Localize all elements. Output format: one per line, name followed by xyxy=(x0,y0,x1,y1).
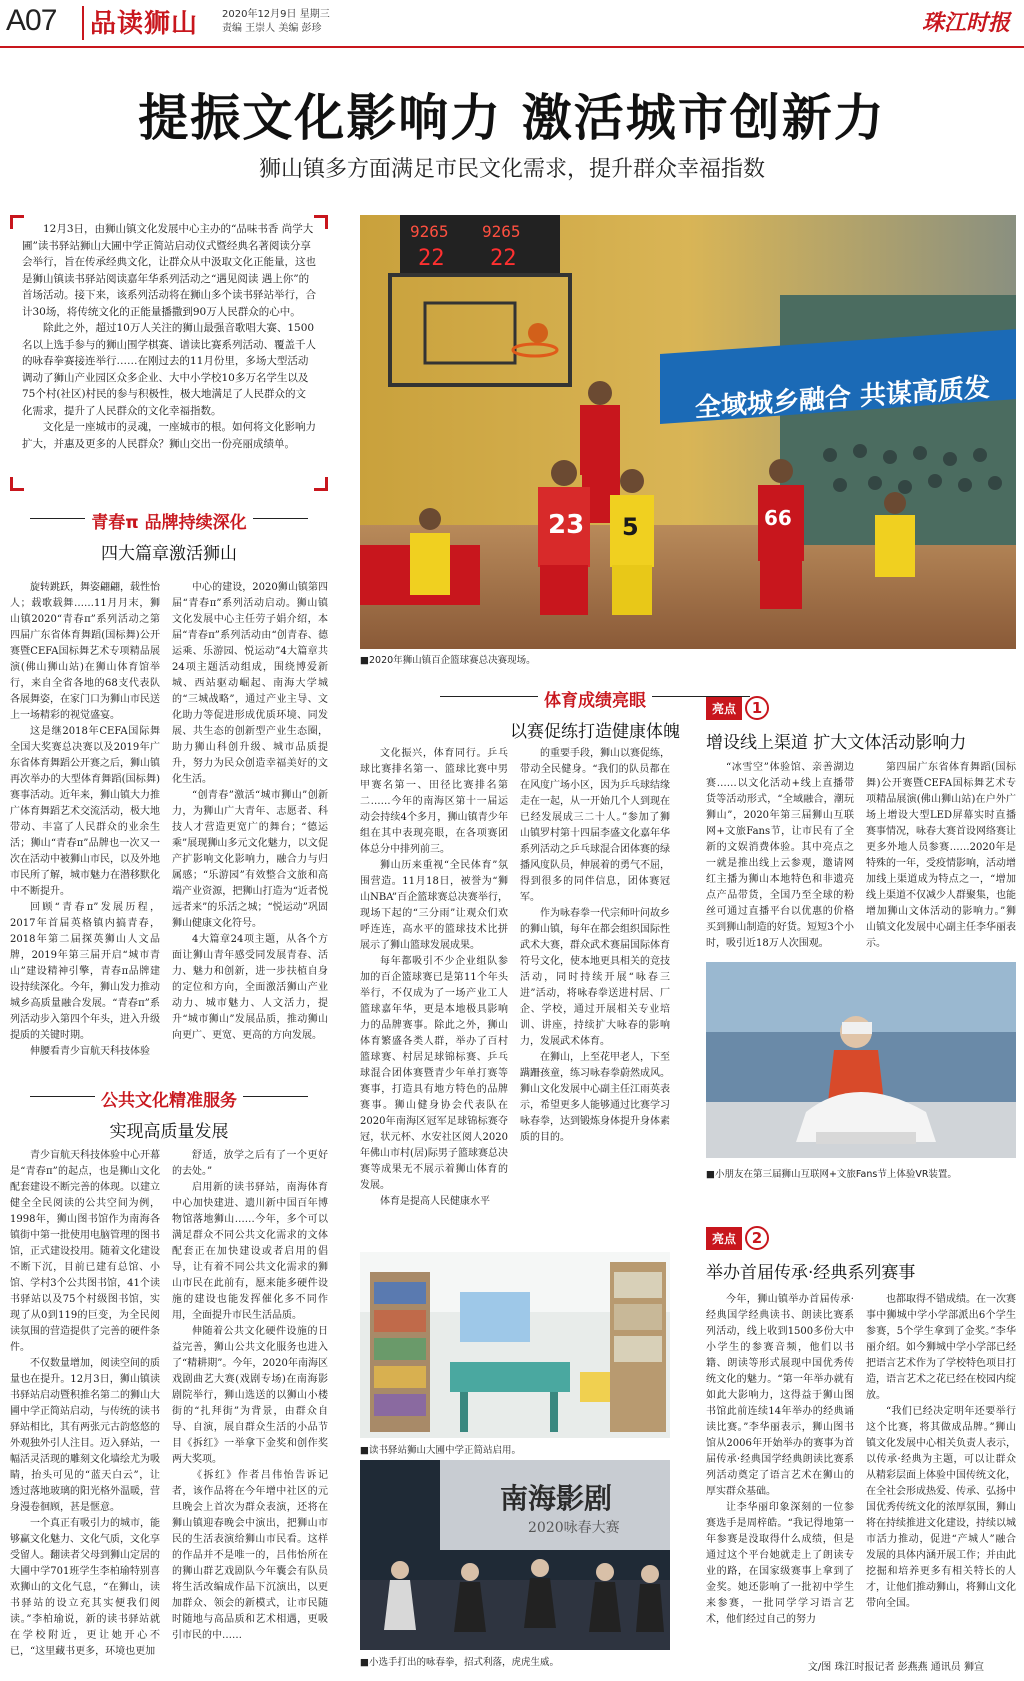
section-title: 体育成绩亮眼 xyxy=(538,686,652,711)
article-paragraph: 第四届广东省体育舞蹈(国标舞)公开赛暨CEFA国标舞艺术专项精品展演(佛山狮山站)在户外广场上增设大型LED屏幕实时直播赛事情况，咏春大赛首设网络赛让更多外地人员参赛……2020年是特殊的一年，受疫情影响，活动增加线上渠道成为特点之一，“增加线上渠道不仅减少人群聚集，也能增加狮山文体活动的影响力。”狮山镇文化发展中心副主任李华丽表示。 xyxy=(866,762,1016,948)
highlight-tag: 亮点 xyxy=(706,697,742,720)
article-paragraph: 也都取得不错成绩。在一次赛事中狮城中学小学部派出6个学生参赛，5个学生拿到了金奖。”李华丽介绍。如今狮城中学小学部已经把语言艺术作为了学校特色项目打造，语言艺术之花已经在校园内绽放。 xyxy=(866,1294,1016,1401)
article-paragraph: 青少盲航天科技体验中心开幕是“青春π”的起点，也是狮山文化配套建设不断完善的体现。以建立健全全民阅读的公共空间为例，1998年，狮山图书馆作为南海各镇街中第一批使用电脑管理的图书馆，正式建设投用。随着文化建设不断下沉，目前已建有总馆、小馆、学村3个公共图书馆，41个读书驿站以及75个村级图书馆，实现了从0到119的巨变，为全民阅读氛围的营造提供了完善的硬件条件。 xyxy=(10,1150,160,1353)
article-paragraph: 《拆红》作者吕伟怡告诉记者，该作品将在今年增中社区的元旦晚会上首次为群众表演，还将在狮山镇迎春晚会中演出，把狮山市民的生活表演给狮山市民看。这样的作品并不是唯一的，吕伟怡所在的狮山群艺戏剧队今年囊会有队员将生活改编成作品下沉演出，以更加群众、领会的新模式，让市民随时随地与高品质和艺术相遇，更吸引市民的中…… xyxy=(172,1470,328,1641)
section-subtitle: 以赛促练打造健康体魄 xyxy=(510,722,680,742)
lead-paragraph: 文化是一座城市的灵魂，一座城市的根。如何将文化影响力扩大，并惠及更多的人民群众？狮山交出一份亮丽成绩单。 xyxy=(22,421,316,450)
section-title: 青春π 品牌持续深化 xyxy=(85,508,252,533)
bookshelf xyxy=(370,1272,430,1432)
vr-headset xyxy=(842,1022,872,1034)
masthead-divider xyxy=(82,6,84,40)
article-paragraph: 旋转跳跃，舞姿翩翩，载性怡人；载歌载舞……11月月末，狮山镇2020“青春π”系列活动之第四届广东省体育舞蹈(国标舞)公开赛暨CEFA国标舞艺术专项精品展演(佛山狮山站)在狮山体育馆举行，来自全省各地的68支代表队各展舞姿，在家门口为狮山市民送上一场精彩的视觉盛宴。 xyxy=(10,582,160,721)
highlight-badge xyxy=(706,696,769,718)
article-paragraph: 伸随着公共文化硬件设施的日益完善，狮山公共文化服务也进入了“精耕期”。今年，2020年南海区戏剧曲艺大赛(戏剧专场)在南海影剧院举行，狮山选送的以狮山小楼街的“扎拜街”为背景，由群众自导、自演，展自群众生活的小品节目《拆红》一举拿下金奖和创作奖两大奖项。 xyxy=(172,1326,328,1465)
banner-text: 全域城乡融合 共谋高质发 xyxy=(695,372,990,424)
library-photo xyxy=(360,1252,670,1438)
article-paragraph: 舒适，放学之后有了一个更好的去处。” xyxy=(172,1150,328,1177)
article-paragraph: “创青春”激活“城市狮山”创新力，为狮山广大青年、志愿者、科技人才营造更宽广的舞台；“德运乘”展现狮山多元文化魅力，以文促产扩影响文化影响力，融合力与归属感；“乐游园”有效整合文旅和高端产业资源，把狮山打造为“近者悦远者来”的乐活之城；“悦运动”巩固狮山健康文化符号。 xyxy=(172,790,328,929)
section-title: 公共文化精准服务 xyxy=(95,1086,243,1111)
masthead-meta xyxy=(222,8,330,36)
article-paragraph: 的重要手段，狮山以赛促练，带动全民健身。“我们的队员都在在风度广场小区，因为乒乓球结缘走在一起，从一开始几个人到现在已经发展成三二十人。”参加了狮山镇罗村第十四届李盛文化嘉年华系列活动之乒乓球混合团体赛的绿播风度队员，伸展着的勇气不屈，得到很多的同伴信息，团体赛冠军。 xyxy=(520,748,670,903)
masthead xyxy=(0,0,1024,48)
section-subtitle: 实现高质量发展 xyxy=(109,1122,229,1142)
article-paragraph: 文化振兴，体育同行。乒乓球比赛排名第一、篮球比赛中男甲赛名第一、田径比赛排名第二……今年的南海区第十一届运动会持续4个多月，狮山镇青少年组在其中表现亮眼，在各项赛团体总分中排列前三。 xyxy=(360,748,508,855)
highlight-title: 举办首届传承·经典系列赛事 xyxy=(706,1263,916,1283)
article-paragraph: 启用新的读书驿站，南海体育中心加快建进、遗川新中国百年博物馆落地狮山……今年，多个可以满足群众不同公共文化需求的文体配套正在加快建设或者启用的倡导，让有着不同公共文化需求的狮山市民在此前有，愿来能多硬件设施的建设也能发挥催化多不同作用，全面提升市民生活品质。 xyxy=(172,1182,328,1321)
section-heading xyxy=(440,686,750,742)
article-paragraph: 这是继2018年CEFA国际舞全国大奖赛总决赛以及2019年广东省体育舞蹈公开赛之后，狮山镇再次举办的大型体育舞蹈(国标舞)赛事活动。近年来，狮山镇大力推广体育舞蹈艺术交流活动，极大地带动、丰富了人民群众的业余生活；狮山“青春π”品牌也一次又一次在活动中被狮山市民，以及外地市民所了解，城市魅力在潜移默化中不断提升。 xyxy=(10,726,160,897)
vr-photo xyxy=(706,962,1016,1158)
frame-corner xyxy=(314,477,328,491)
score-away: 22 xyxy=(490,246,517,271)
section-subtitle: 四大篇章激活狮山 xyxy=(101,544,237,564)
newspaper-logo: 珠江时报 xyxy=(921,10,1010,36)
article-column xyxy=(866,760,1016,948)
frame-corner xyxy=(10,477,24,491)
jersey-number: 66 xyxy=(764,506,792,530)
reading-table xyxy=(450,1362,570,1392)
score-home: 22 xyxy=(418,246,445,271)
article-column xyxy=(172,580,328,1068)
lead-paragraph: 除此之外，超过10万人关注的狮山最强音歌唱大赛、1500名以上选手参与的狮山围学棋赛、谱读比赛系列活动、覆盖千人的咏春拳赛接连举行……在刚过去的11月份里，多场大型活动调动了狮山产业园区众多企业、大中小学校10多万名学生以及75个村(社区)村民的参与积极性，极大地满足了人民群众的文化需求，提升了人民群众的文化幸福指数。 xyxy=(22,322,316,417)
basketball-photo xyxy=(360,215,1016,649)
article-paragraph: 伸腰看青少盲航天科技体验 xyxy=(30,1046,150,1057)
photo-caption: ■2020年狮山镇百企篮球赛总决赛现场。 xyxy=(360,655,536,666)
photo-caption: ■读书驿站狮山大圃中学正简站启用。 xyxy=(360,1445,521,1456)
highlight-tag: 亮点 xyxy=(706,1227,742,1250)
backdrop-subtitle: 2020咏春大赛 xyxy=(528,1520,620,1536)
article-paragraph: 4大篇章24项主题，从各个方面让狮山青年感受同发展青春、活力、魅力和创新，进一步扶植自身的定位和方向，全面激活狮山产业动力、城市魅力、人文活力，提升“城市狮山”发展品质，推动狮山向更广、更宽、更高的方向发展。 xyxy=(172,934,328,1041)
lead-paragraph: 12月3日，由狮山镇文化发展中心主办的“品味书香 尚学大圃”读书驿站狮山大圃中学正简站启动仪式暨经典名著阅读分享会举行，旨在传承经典文化，让群众从中汲取文化正能量，这也是狮山镇读书驿站阅读嘉年华系列活动之“遇见阅读 遇上你”的首场活动。接下来，该系列活动将在狮山多个读书驿站举行，合计30场，将传统文化的正能量播撒到90万人民群众的心中。 xyxy=(22,223,316,318)
jersey-number: 23 xyxy=(548,510,585,540)
highlight-badge xyxy=(706,1226,769,1248)
section-name: 品读狮山 xyxy=(90,9,199,39)
page-subheadline: 狮山镇多方面满足市民文化需求，提升群众幸福指数 xyxy=(258,157,765,182)
article-paragraph: 每年都吸引不少企业组队参加的百企篮球赛已是第11个年头举行，不仅成为了一场产业工人篮球嘉年华，更是本地极具影响力的品牌赛事。除此之外，狮山体育繁盛各类人群，举办了百村篮球赛、村居足球锦标赛、乒乓球混合团体赛暨青少年单打赛等赛事，打造具有地方特色的品牌赛事。狮山健身协会代表队在2020年南海区冠军足球锦标赛夺冠，状元杯、水安社区阅人2020年佛山市村(居)际男子篮球赛总决赛等成果无不展示着狮山体育的发展。 xyxy=(360,956,508,1191)
article-column xyxy=(520,746,670,1232)
article-column xyxy=(706,1292,854,1648)
article-column xyxy=(172,1148,328,1678)
article-paragraph: 体育是提高人民健康水平 xyxy=(380,1196,490,1207)
article-paragraph: 一个真正有吸引力的城市，能够赢文化魅力、文化气质，文化享受留人。翻读者父母到狮山定居的大圃中学701班学生李柏瑜特别喜欢狮山的文化气息，“在狮山，读书驿站的设立充其实便我们阅读。”李柏瑜说，新的读书驿站就在学校附近，更让她开心不已，“这里藏书更多，环境也更加 xyxy=(10,1518,160,1657)
article-paragraph: 让李华丽印象深刻的一位参赛选手是周梓皓。“我记得地第一年参赛是没取得什么成绩，但是通过这个平台她就走上了朗读专业的路，在国家级赛事上拿到了金奖。她还影响了一批初中学生来参赛，一批同学学习语言艺术，他们经过自己的努力 xyxy=(706,1502,854,1625)
section-heading xyxy=(10,1086,328,1142)
wingchun-scene xyxy=(360,1460,670,1650)
backdrop-title: 南海影剧 xyxy=(500,1482,613,1515)
article-column xyxy=(360,746,508,1232)
article-paragraph: 回顾“青春π”发展历程，2017年首届英格镇内搞青春，2018年第二届探英狮山人文品牌，2019年第三届开启“城市青山”建设精神引擎，青春π品牌建设持续深化。今年，狮山发力推动城乡高质量融合发展。“青春π”系列活动步入第四个年头，进入升级提质的关键时期。 xyxy=(10,902,160,1041)
section-heading xyxy=(10,508,328,564)
article-paragraph: 中心的建设，2020狮山镇第四届“青春π”系列活动启动。狮山镇文化发展中心主任劳子娟介绍，本届“青春π”系列活动由“创青春、德运乘、乐游园、悦运动”4大篇章共24项主题活动组成，围绕博爱新城、西站驱动崛起、南海大学城的“三城战略”，通过产业主导、文化助力等促进形成优质环境、同发展、共生态的创新型产业生态圈，助力狮山科创升级、城市品质提升，努力为民众创造幸福美好的文化生活。 xyxy=(172,582,328,785)
frame-corner xyxy=(314,215,328,229)
article-column xyxy=(10,580,160,1068)
page-headline: 提振文化影响力 激活城市创新力 xyxy=(138,89,886,147)
photo-caption: ■小选手打出的咏春拳，招式利落，虎虎生威。 xyxy=(360,1657,559,1668)
scoreboard-right: 9265 xyxy=(482,222,521,241)
page-number: A07 xyxy=(6,4,57,37)
lead-box xyxy=(10,215,328,491)
photo-caption: ■小朋友在第三届狮山互联网+文旅Fans节上体验VR装置。 xyxy=(706,1169,957,1180)
article-paragraph: 不仅数量增加，阅读空间的质量也在提升。12月3日，狮山镇读书驿站启动暨积推名第二的狮山大圃中学正简站启动，与传统的读书驿站相比，其有两张元古韵悠悠的外观独外引人注目。迈入驿站，一幅活灵活现的雕刻文化墙绘尤为吸睛，抬头可见的“蓝天白云”，让透过落地玻璃的阳光格外温暖，营身漫卷徊顾，甚是惬意。 xyxy=(10,1358,160,1513)
window xyxy=(460,1292,530,1342)
frame-corner xyxy=(10,215,24,229)
wingchun-photo xyxy=(360,1460,670,1650)
highlight-title: 增设线上渠道 扩大文体活动影响力 xyxy=(706,733,967,753)
article-column xyxy=(866,1292,1016,1648)
bookshelf xyxy=(610,1262,666,1432)
article-column xyxy=(10,1148,160,1678)
article-paragraph: “我们已经决定明年还要举行这个比赛，将其做成品牌。”狮山镇文化发展中心相关负责人表示，以传承·经典为主题，可以让群众从精彩层面上体验中国传统文化，在全社会形成热爱、传承、弘扬中国优秀传统文化的浓厚氛围，狮山将在持续推进文化建设，持续以城市活力推动，促进“产城人”融合发展的具体内涵开展工作；并由此挖掘和培养更多有相关特长的人才，让他们推动狮山，将狮山文化带向全国。 xyxy=(866,1406,1016,1609)
highlight-number: 2 xyxy=(745,1226,769,1250)
jersey-number: 5 xyxy=(622,513,639,541)
highlight-number: 1 xyxy=(745,696,769,720)
scoreboard-left: 9265 xyxy=(410,222,449,241)
article-paragraph: 在狮山，上至花甲老人，下至蹒跚孩童，练习咏春拳蔚然成风。狮山文化发展中心副主任江雨英表示，希望更多人能够通过比赛学习咏春拳，达到锻炼身体提升身体素质的目的。 xyxy=(520,1052,670,1143)
article-paragraph: 今年，狮山镇举办首届传承·经典国学经典读书、朗读比赛系列活动，线上收到1500多份大中小学生的参赛音频，他们以书籍、朗读等形式展现中国优秀传统文化的魅力。“第一年举办就有如此大影响力，这得益于狮山图书馆此前连续14年举办的经典诵读比赛。”李华丽表示，狮山图书馆从2006年开始举办的赛事为首届传承·经典国学经典朗读比赛系列活动奠定了语言艺术在狮山的厚实群众基础。 xyxy=(706,1294,854,1497)
article-paragraph: 作为咏春拳一代宗师叶问故乡的狮山镇，每年在都会组织国际性武术大赛，群众武术赛届国际体育符号文化，使本地更具相关的竞技活动，同时持续开展“咏春三进”活动，将咏春拳送进村居、厂企、学校，通过开展相关专业培训、讲座，持续扩大咏春的影响力，发展武术体育。 xyxy=(520,908,670,1047)
editors-credit: 责编 王崇人 美编 彭珍 xyxy=(222,23,322,34)
issue-date: 2020年12月9日 星期三 xyxy=(222,9,330,20)
library-scene xyxy=(360,1252,670,1438)
basketball xyxy=(528,323,548,343)
article-paragraph: 狮山历来重视“全民体育”氛围营造。11月18日，被誉为“狮山NBA”百企篮球赛总决赛举行，现场下起的“三分雨”让观众们欢呼连连，高水平的篮球技术比拼展示了狮山篮球发展成果。 xyxy=(360,860,508,951)
basketball-scene xyxy=(360,215,1016,649)
article-column xyxy=(706,760,854,948)
lead-text xyxy=(22,221,316,485)
article-paragraph: “冰雪空”体验馆、亲善湖边赛……以文化活动+线上直播带货等活动形式，“全域融合，潮玩狮山”，2020年第三届狮山互联网+文旅Fans节，让市民有了全新的文娱消费体验。其中亮点之一就是推出线上云参观，邀请网红主播为狮山本地特色和非遗亮点产品带货，全国乃至全球的粉丝可通过直播平台以优惠的价格买到狮山制造的好货。短短3个小时，吸引近18万人次围观。 xyxy=(706,762,854,948)
byline: 文/图 珠江时报记者 彭燕燕 通讯员 狮宣 xyxy=(807,1662,984,1673)
vr-scene xyxy=(706,962,1016,1158)
